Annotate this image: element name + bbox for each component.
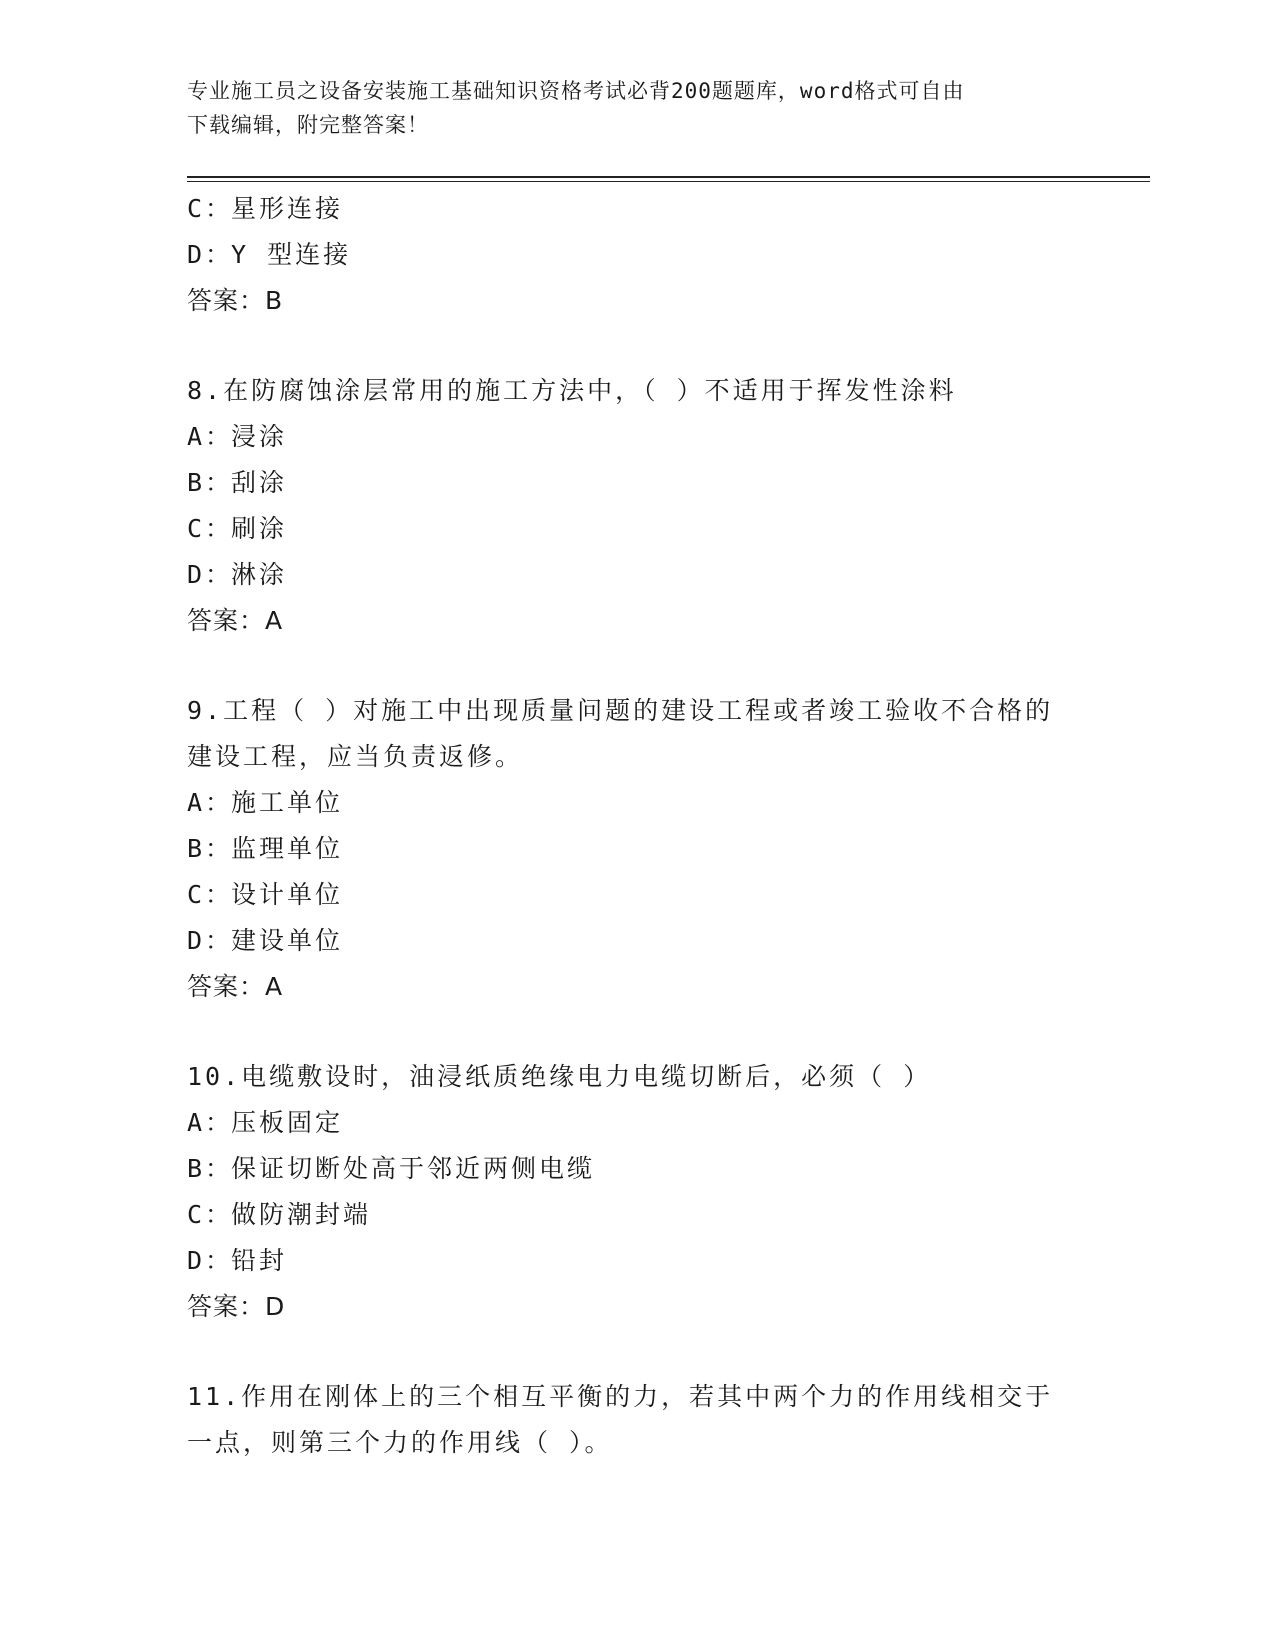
option-c: C：设计单位 bbox=[187, 880, 344, 909]
option-d: D：建设单位 bbox=[187, 926, 344, 955]
document-header bbox=[187, 74, 1067, 142]
option-c: C：星形连接 bbox=[187, 194, 344, 223]
answer-line: 答案：A bbox=[187, 972, 284, 1001]
option-d: D：Y 型连接 bbox=[187, 240, 352, 269]
question-8 bbox=[187, 368, 1087, 644]
question-stem-line-2: 一点，则第三个力的作用线（ ）。 bbox=[187, 1428, 613, 1457]
option-a: A：压板固定 bbox=[187, 1108, 344, 1137]
header-divider bbox=[187, 176, 1150, 182]
option-a: A：施工单位 bbox=[187, 788, 344, 817]
answer-line: 答案：B bbox=[187, 286, 284, 315]
header-title-line-1: 专业施工员之设备安装施工基础知识资格考试必背200题题库，word格式可自由 bbox=[187, 79, 965, 103]
option-d: D：铅封 bbox=[187, 1246, 288, 1275]
option-b: B：刮涂 bbox=[187, 468, 288, 497]
answer-line: 答案：D bbox=[187, 1292, 286, 1321]
option-c: C：做防潮封端 bbox=[187, 1200, 372, 1229]
question-list bbox=[187, 186, 1087, 1466]
question-stem-line-1: 11.作用在刚体上的三个相互平衡的力，若其中两个力的作用线相交于 bbox=[187, 1382, 1054, 1411]
option-a: A：浸涂 bbox=[187, 422, 288, 451]
option-c: C：刷涂 bbox=[187, 514, 288, 543]
question-10 bbox=[187, 1054, 1087, 1330]
question-9 bbox=[187, 688, 1087, 1010]
option-b: B：保证切断处高于邻近两侧电缆 bbox=[187, 1154, 596, 1183]
question-stem-line-2: 建设工程，应当负责返修。 bbox=[187, 742, 524, 771]
option-d: D：淋涂 bbox=[187, 560, 288, 589]
question-stem-line-1: 9.工程（ ）对施工中出现质量问题的建设工程或者竣工验收不合格的 bbox=[187, 696, 1054, 725]
option-b: B：监理单位 bbox=[187, 834, 344, 863]
answer-line: 答案：A bbox=[187, 606, 284, 635]
question-stem: 10.电缆敷设时，油浸纸质绝缘电力电缆切断后，必须（ ） bbox=[187, 1062, 932, 1091]
question-stem: 8.在防腐蚀涂层常用的施工方法中，（ ）不适用于挥发性涂料 bbox=[187, 376, 957, 405]
question-11 bbox=[187, 1374, 1087, 1466]
question-7-tail bbox=[187, 186, 1087, 324]
header-title-line-2: 下载编辑，附完整答案！ bbox=[187, 113, 429, 137]
